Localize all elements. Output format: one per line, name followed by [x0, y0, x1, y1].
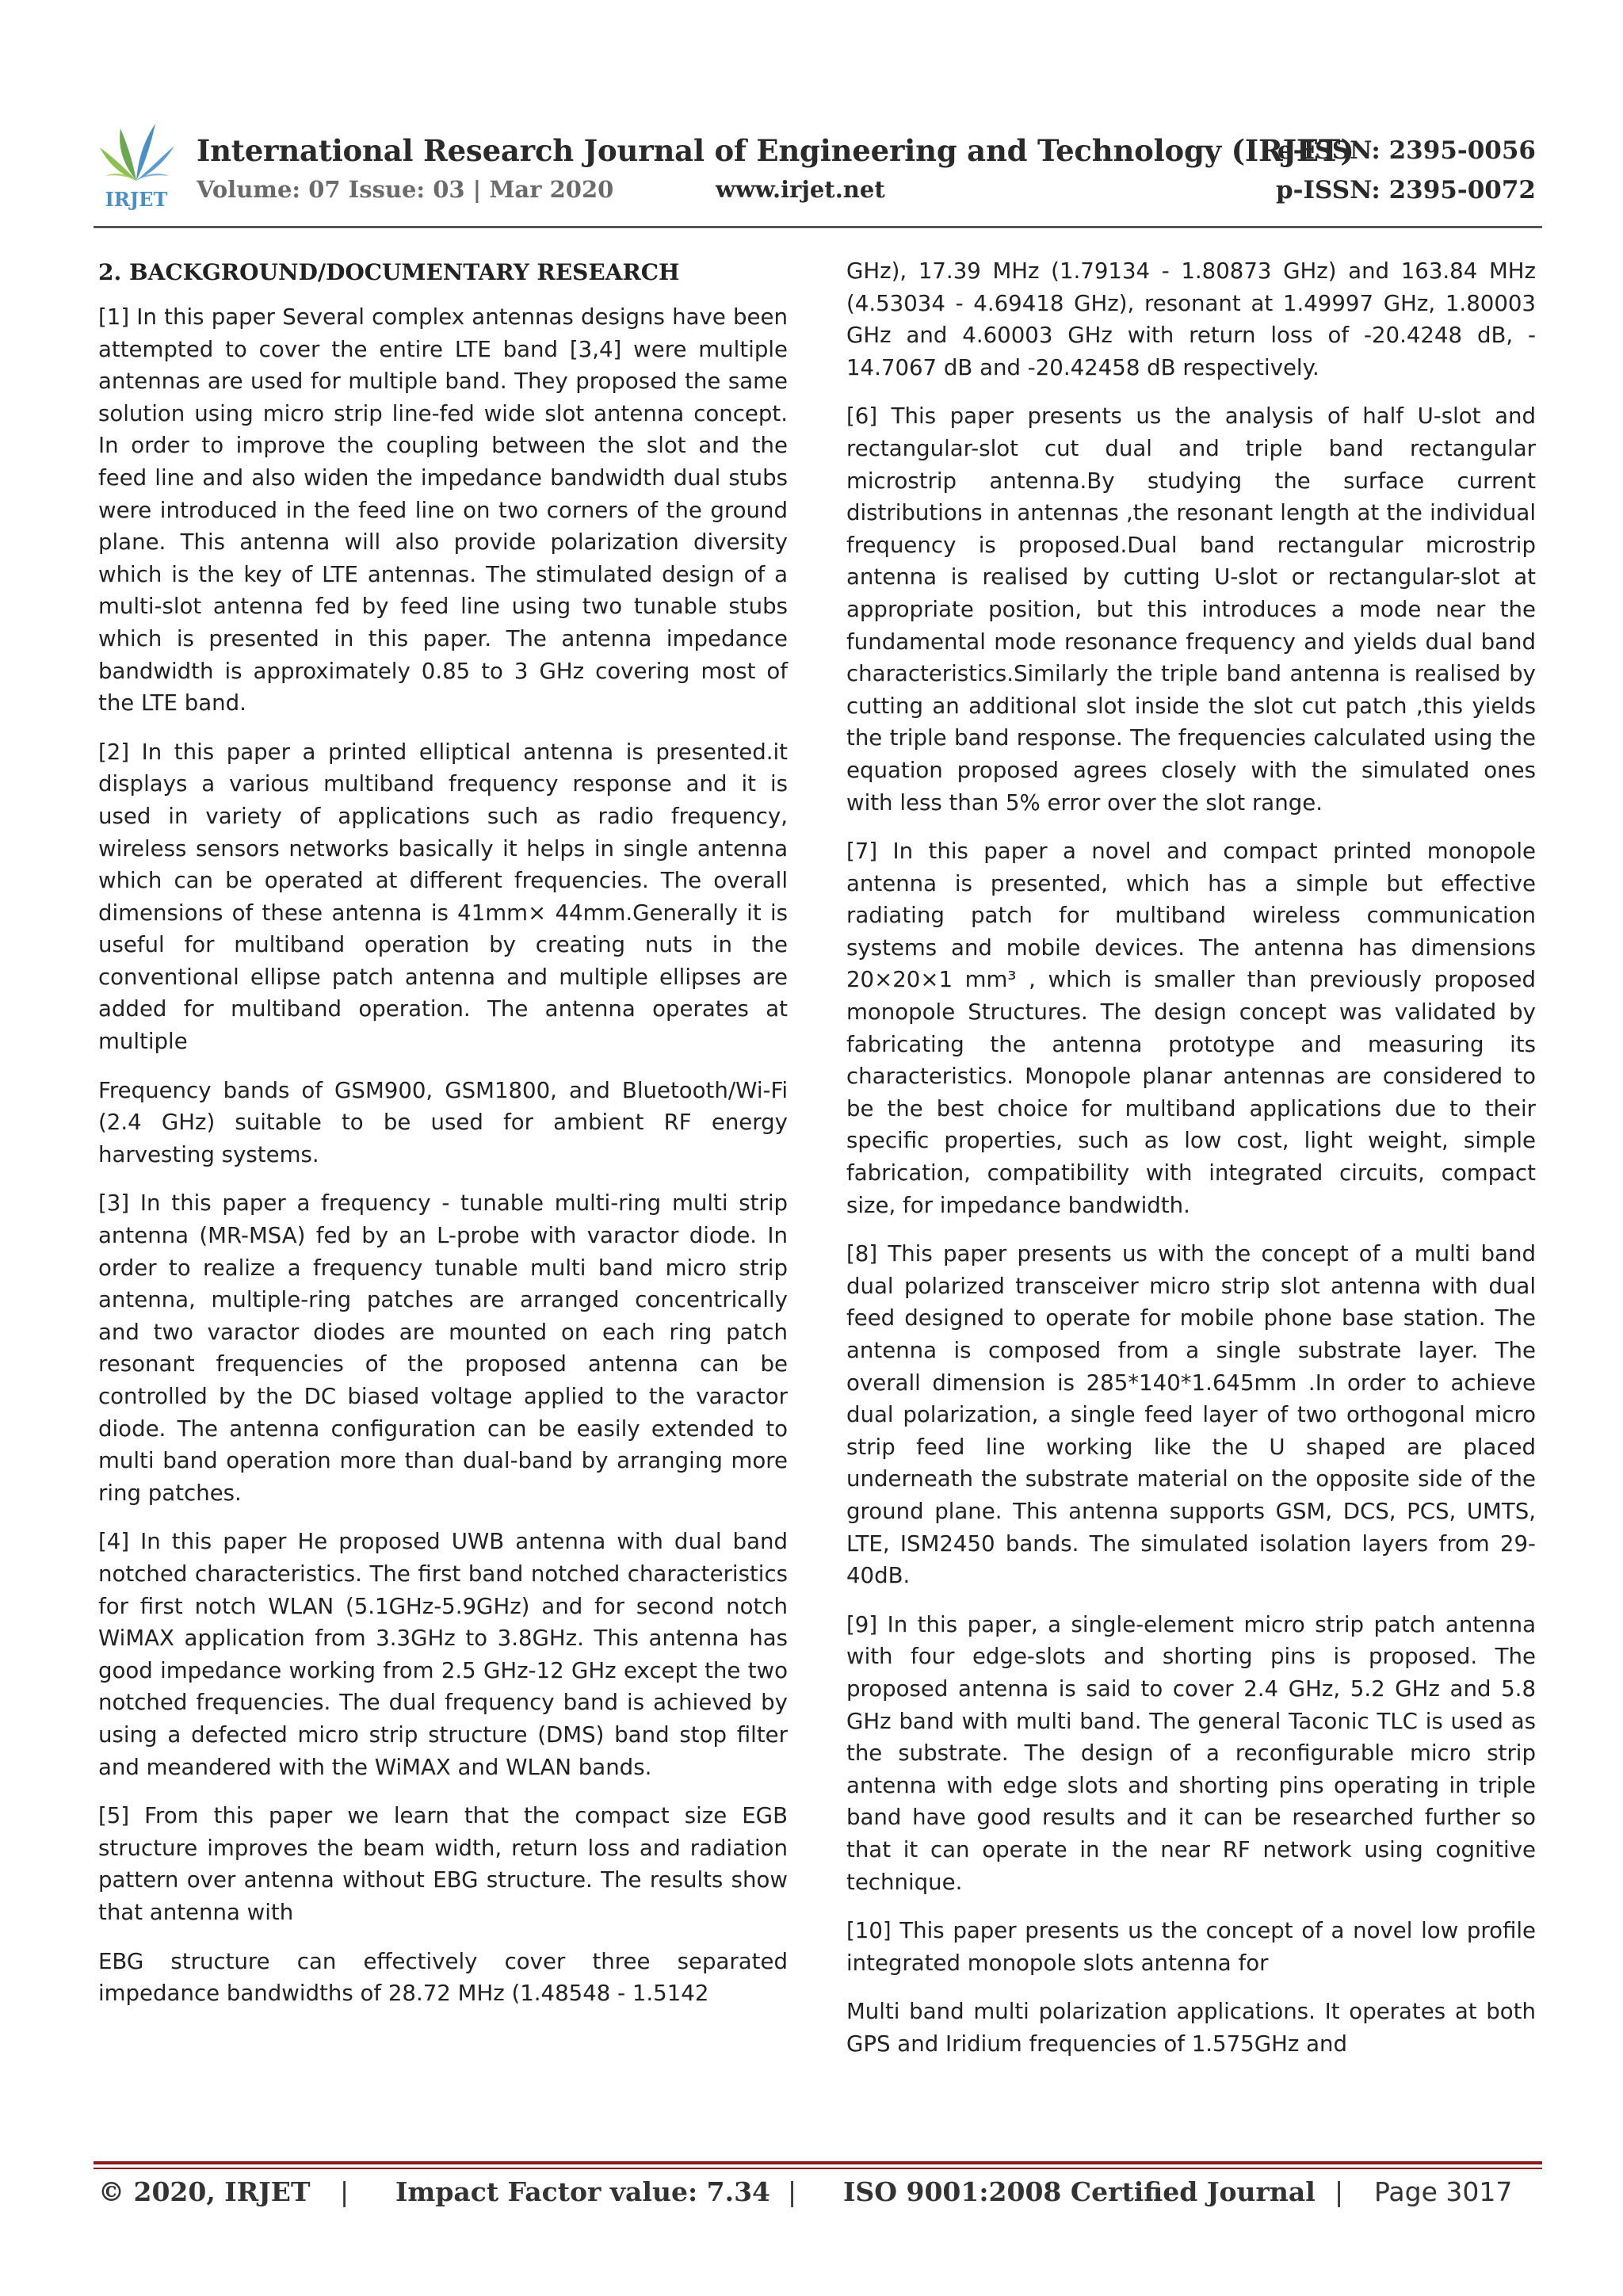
svg-text:IRJET: IRJET [105, 188, 168, 211]
volume-issue: Volume: 07 Issue: 03 | Mar 2020 [197, 176, 614, 203]
right-column [846, 255, 1536, 2076]
left-column [98, 255, 788, 2027]
paragraph-ref-9: [9] In this paper, a single-element micro strip patch antenna with four edge-slots and shorting pins is proposed. The proposed antenna is said to cover 2.4 GHz, 5.2 GHz and 5.8 GHz band with multi band. The general Taconic TLC is used as the substrate. The design of a reconfigurable micro strip antenna with edge slots and shorting pins operating in triple band have good results and it can be researched further so that it can operate in the near RF network using cognitive technique. [846, 1610, 1536, 1895]
footer-iso-certification: ISO 9001:2008 Certified Journal [843, 2176, 1316, 2207]
page-footer [98, 2176, 1541, 2216]
paragraph-ref-2: [2] In this paper a printed elliptical antenna is presented.it displays a various multiband frequency response and it is used in variety of applications such as radio frequency, wireless sensors networks basically it helps in single antenna which can be operated at different frequencies. The overall dimensions of these antenna is 41mm× 44mm.Generally it is useful for multiband operation by creating nuts in the conventional ellipse patch antenna and multiple ellipses are added for multiband operation. The antenna operates at multiple [98, 738, 788, 1055]
footer-separator: | [1335, 2176, 1344, 2207]
paragraph-ref-5-continued: EBG structure can effectively cover three separated impedance bandwidths of 28.72 MHz (1.48548 - 1.5142 [98, 1947, 788, 2007]
paragraph-ref-10: [10] This paper presents us the concept of a novel low profile integrated monopole slots antenna for [846, 1917, 1536, 1976]
irjet-logo-icon [94, 119, 179, 214]
paragraph-ref-8: [8] This paper presents us with the concept of a multi band dual polarized transceiver micro strip slot antenna with dual feed designed to operate for mobile phone base station. The antenna is composed from a single substrate layer. The overall dimension is 285*140*1.645mm .In order to achieve dual polarization, a single feed layer of two orthogonal micro strip feed line working like the U shaped are placed underneath the substrate material on the opposite side of the ground plane. This antenna supports GSM, DCS, PCS, UMTS, LTE, ISM2450 bands. The simulated isolation layers from 29-40dB. [846, 1240, 1536, 1589]
paragraph-ref-5: [5] From this paper we learn that the compact size EGB structure improves the beam width, return loss and radiation pattern over antenna without EBG structure. The results show that antenna with [98, 1802, 788, 1925]
footer-separator: | [340, 2176, 349, 2207]
section-heading: 2. BACKGROUND/DOCUMENTARY RESEARCH [98, 259, 680, 285]
page-header [94, 119, 1536, 230]
paragraph-ref-4: [4] In this paper He proposed UWB antenna with dual band notched characteristics. The first band notched characteristics for first notch WLAN (5.1GHz-5.9GHz) and for second notch WiMAX application from 3.3GHz to 3.8GHz. This antenna has good impedance working from 2.5 GHz-12 GHz except the two notched frequencies. The dual frequency band is achieved by using a defected micro strip structure (DMS) band stop filter and meandered with the WiMAX and WLAN bands. [98, 1528, 788, 1780]
paragraph-ref-6: [6] This paper presents us the analysis of half U-slot and rectangular-slot cut dual and triple band rectangular microstrip antenna.By studying the surface current distributions in antennas ,the resonant length at the individual frequency is proposed.Dual band rectangular microstrip antenna is realised by cutting U-slot or rectangular-slot at appropriate position, but this introduces a mode near the fundamental mode resonance frequency and yields dual band characteristics.Similarly the triple band antenna is realised by cutting an additional slot inside the slot cut patch ,this yields the triple band response. The frequencies calculated using the equation proposed agrees closely with the simulated ones with less than 5% error over the slot range. [846, 403, 1536, 816]
paragraph-ref-2-continued: Frequency bands of GSM900, GSM1800, and Bluetooth/Wi-Fi (2.4 GHz) suitable to be used for ambient RF energy harvesting systems. [98, 1076, 788, 1167]
footer-impact-factor: Impact Factor value: 7.34 [395, 2176, 770, 2207]
footer-divider-thin [94, 2168, 1542, 2169]
paragraph-ref-10-continued: Multi band multi polarization applications. It operates at both GPS and Iridium frequencies of 1.575GHz and [846, 1998, 1536, 2057]
header-divider [94, 226, 1542, 228]
footer-divider-thick [94, 2161, 1542, 2164]
journal-title: International Research Journal of Engineering and Technology (IRJET) [197, 133, 1354, 168]
footer-separator: | [788, 2176, 797, 2207]
footer-page-number: Page 3017 [1374, 2176, 1513, 2207]
footer-copyright: © 2020, IRJET [98, 2176, 311, 2207]
paragraph-ref-7: [7] In this paper a novel and compact printed monopole antenna is presented, which has a simple but effective radiating patch for multiband wireless communication systems and mobile devices. The antenna has dimensions 20×20×1 mm³ , which is smaller than previously proposed monopole Structures. The design concept was validated by fabricating the antenna prototype and measuring its characteristics. Monopole planar antennas are considered to be the best choice for multiband applications due to their specific properties, such as low cost, light weight, simple fabrication, compatibility with integrated circuits, compact size, for impedance bandwidth. [846, 838, 1536, 1218]
paragraph-ref-1: [1] In this paper Several complex antennas designs have been attempted to cover the entire LTE band [3,4] were multiple antennas are used for multiple band. They proposed the same solution using micro strip line-fed wide slot antenna concept. In order to improve the coupling between the slot and the feed line and also widen the impedance bandwidth dual stubs were introduced in the feed line on two corners of the ground plane. This antenna will also provide polarization diversity which is the key of LTE antennas. The stimulated design of a multi-slot antenna fed by feed line using two tunable stubs which is presented in this paper. The antenna impedance bandwidth is approximately 0.85 to 3 GHz covering most of the LTE band. [98, 304, 788, 716]
pissn: p-ISSN: 2395-0072 [1275, 176, 1536, 204]
eissn: e-ISSN: 2395-0056 [1277, 136, 1536, 165]
paragraph-ref-5-end: GHz), 17.39 MHz (1.79134 - 1.80873 GHz) and 163.84 MHz (4.53034 - 4.69418 GHz), resonant at 1.49997 GHz, 1.80003 GHz and 4.60003 GHz with return loss of -20.4248 dB, - 14.7067 dB and -20.42458 dB respectively. [846, 258, 1536, 380]
paragraph-ref-3: [3] In this paper a frequency - tunable multi-ring multi strip antenna (MR-MSA) fed by an L-probe with varactor diode. In order to realize a frequency tunable multi band micro strip antenna, multiple-ring patches are arranged concentrically and two varactor diodes are mounted on each ring patch resonant frequencies of the proposed antenna can be controlled by the DC biased voltage applied to the varactor diode. The antenna configuration can be easily extended to multi band operation more than dual-band by arranging more ring patches. [98, 1190, 788, 1506]
journal-website-link[interactable]: www.irjet.net [716, 176, 885, 203]
